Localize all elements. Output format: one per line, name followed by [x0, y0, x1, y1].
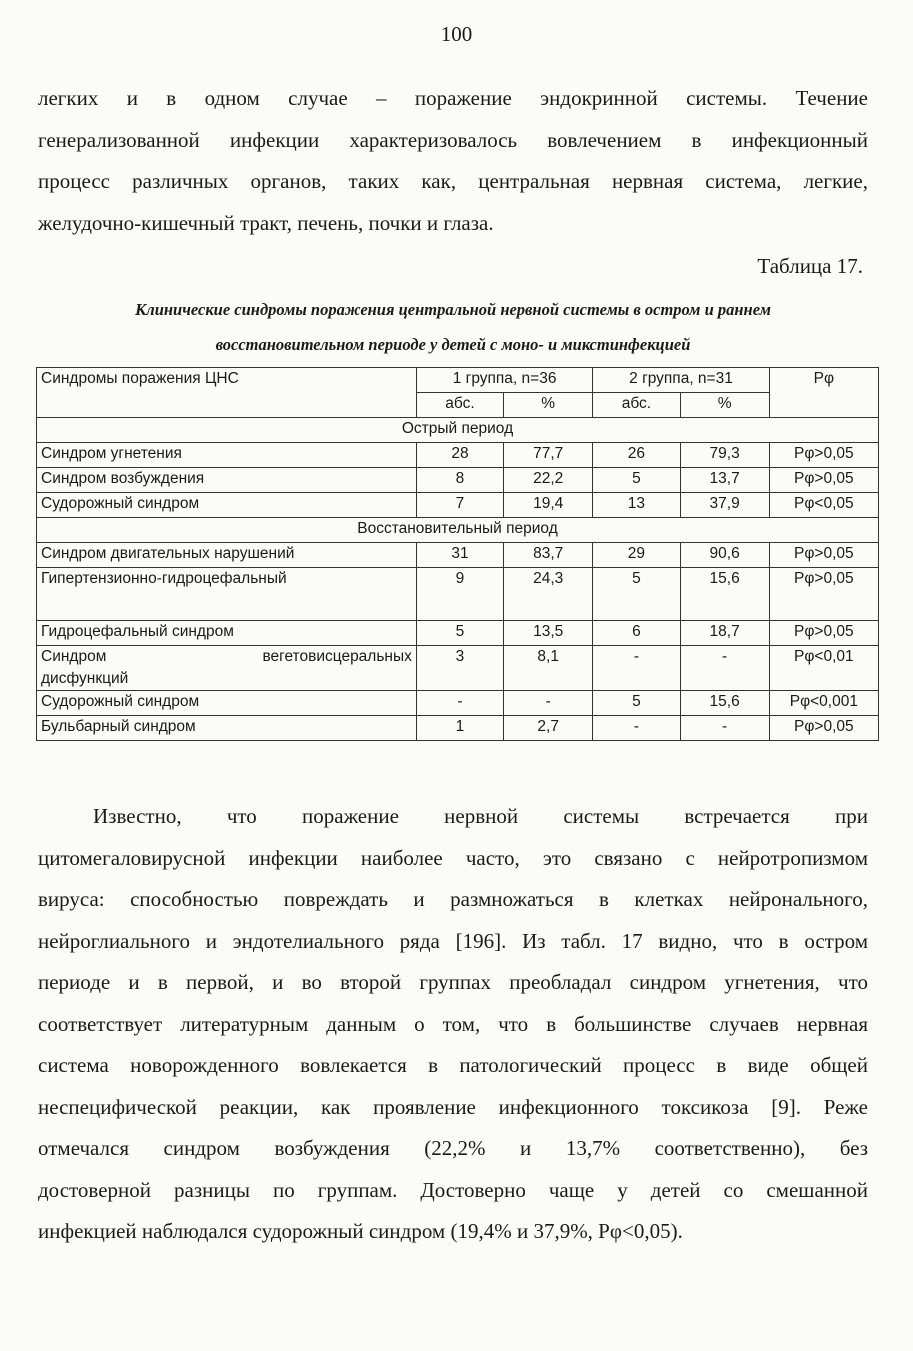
- row-p: Pφ>0,05: [769, 716, 878, 741]
- row-pct1: 77,7: [504, 443, 593, 468]
- row-abs1: 9: [416, 568, 503, 621]
- table-row: [37, 621, 879, 646]
- row-pct2: -: [680, 646, 769, 691]
- row-p: Pφ>0,05: [769, 443, 878, 468]
- text-line: легких и в одном случае – поражение эндокринной системы. Течение: [38, 86, 868, 110]
- row-pct1: 2,7: [504, 716, 593, 741]
- row-p: Pφ<0,01: [769, 646, 878, 691]
- row-name: Синдром угнетения: [37, 443, 417, 468]
- section-recovery: Восстановительный период: [37, 518, 879, 543]
- table-row: [37, 568, 879, 621]
- text-line: Известно, что поражение нервной системы встречается при: [93, 804, 868, 828]
- row-pct2: 15,6: [680, 691, 769, 716]
- row-abs2: 29: [593, 543, 680, 568]
- table-title: [38, 292, 868, 362]
- row-abs2: -: [593, 716, 680, 741]
- table-title-line: восстановительном периоде у детей с моно- и микстинфекцией: [215, 335, 691, 354]
- text-line: нейроглиального и эндотелиального ряда [196]. Из табл. 17 видно, что в остром: [38, 928, 868, 953]
- table-row: [37, 443, 879, 468]
- text-line: отмечался синдром возбуждения (22,2% и 13,7% соответственно), без: [38, 1136, 868, 1160]
- text-line: соответствует литературным данным о том, что в большинстве случаев нервная: [38, 1011, 868, 1036]
- header-abs: абс.: [416, 393, 503, 418]
- header-syndromes: Синдромы поражения ЦНС: [37, 368, 417, 418]
- row-abs2: 6: [593, 621, 680, 646]
- row-abs2: 13: [593, 493, 680, 518]
- paragraph-discussion: [38, 796, 868, 1253]
- row-p: Pφ>0,05: [769, 468, 878, 493]
- table-row: [37, 646, 879, 691]
- text-line: периоде и в первой, и во второй группах преобладал синдром угнетения, что: [38, 970, 868, 994]
- row-abs1: 3: [416, 646, 503, 691]
- row-pct1: 83,7: [504, 543, 593, 568]
- syndromes-table: [36, 367, 879, 741]
- row-p: Pφ>0,05: [769, 543, 878, 568]
- table-row: [37, 691, 879, 716]
- text-line: генерализованной инфекции характеризовалось вовлечением в инфекционный: [38, 127, 868, 152]
- row-p: Pφ<0,001: [769, 691, 878, 716]
- row-abs2: -: [593, 646, 680, 691]
- row-abs1: -: [416, 691, 503, 716]
- row-name: Синдром возбуждения: [37, 468, 417, 493]
- row-name: Гидроцефальный синдром: [37, 621, 417, 646]
- row-abs1: 8: [416, 468, 503, 493]
- row-pct2: 15,6: [680, 568, 769, 621]
- row-name-part: вегетовисцеральных: [262, 648, 412, 665]
- table-title-line: Клинические синдромы поражения центральной нервной системы в остром и раннем: [135, 300, 771, 319]
- row-name-part: Синдром: [41, 648, 107, 665]
- row-name: Судорожный синдром: [37, 691, 417, 716]
- table-row: [37, 716, 879, 741]
- text-line: процесс различных органов, таких как, центральная нервная система, легкие,: [38, 169, 868, 193]
- table-row: [37, 543, 879, 568]
- section-acute: Острый период: [37, 418, 879, 443]
- table-number: Таблица 17.: [757, 254, 863, 278]
- row-pct1: 13,5: [504, 621, 593, 646]
- text-line: цитомегаловирусной инфекции наиболее часто, это связано с нейротропизмом: [38, 845, 868, 870]
- text-line: неспецифической реакции, как проявление инфекционного токсикоза [9]. Реже: [38, 1094, 868, 1119]
- row-pct2: 18,7: [680, 621, 769, 646]
- row-pct1: 19,4: [504, 493, 593, 518]
- row-pct2: 90,6: [680, 543, 769, 568]
- row-abs1: 5: [416, 621, 503, 646]
- row-pct1: 8,1: [504, 646, 593, 691]
- header-group2: 2 группа, n=31: [593, 368, 769, 393]
- row-abs2: 26: [593, 443, 680, 468]
- row-pct1: 22,2: [504, 468, 593, 493]
- row-pct1: 24,3: [504, 568, 593, 621]
- row-name: Судорожный синдром: [37, 493, 417, 518]
- header-group1: 1 группа, n=36: [416, 368, 592, 393]
- row-pct2: 37,9: [680, 493, 769, 518]
- table-row: [37, 493, 879, 518]
- row-name-part: дисфункций: [41, 670, 129, 687]
- table-row: [37, 468, 879, 493]
- row-pct2: 79,3: [680, 443, 769, 468]
- row-abs2: 5: [593, 568, 680, 621]
- row-abs1: 31: [416, 543, 503, 568]
- header-p: Pφ: [769, 368, 878, 418]
- row-name: Синдром двигательных нарушений: [37, 543, 417, 568]
- row-abs1: 7: [416, 493, 503, 518]
- row-abs1: 28: [416, 443, 503, 468]
- text-line: инфекцией наблюдался судорожный синдром (19,4% и 37,9%, Pφ<0,05).: [38, 1219, 683, 1243]
- row-name: [37, 646, 417, 691]
- row-pct2: -: [680, 716, 769, 741]
- row-p: Pφ>0,05: [769, 621, 878, 646]
- row-pct2: 13,7: [680, 468, 769, 493]
- row-pct1: -: [504, 691, 593, 716]
- text-line: вируса: способностью повреждать и размножаться в клетках нейронального,: [38, 887, 868, 911]
- row-name: Бульбарный синдром: [37, 716, 417, 741]
- header-pct: %: [680, 393, 769, 418]
- page-number: 100: [440, 22, 473, 46]
- row-abs1: 1: [416, 716, 503, 741]
- row-abs2: 5: [593, 468, 680, 493]
- header-pct: %: [504, 393, 593, 418]
- header-abs: абс.: [593, 393, 680, 418]
- row-name: Гипертензионно-гидроцефальный: [37, 568, 417, 621]
- row-abs2: 5: [593, 691, 680, 716]
- paragraph-intro: [38, 78, 868, 244]
- text-line: достоверной разницы по группам. Достоверно чаще у детей со смешанной: [38, 1177, 868, 1202]
- row-p: Pφ<0,05: [769, 493, 878, 518]
- text-line: система новорожденного вовлекается в патологический процесс в виде общей: [38, 1053, 868, 1077]
- text-line: желудочно-кишечный тракт, печень, почки и глаза.: [38, 210, 494, 235]
- row-p: Pφ>0,05: [769, 568, 878, 621]
